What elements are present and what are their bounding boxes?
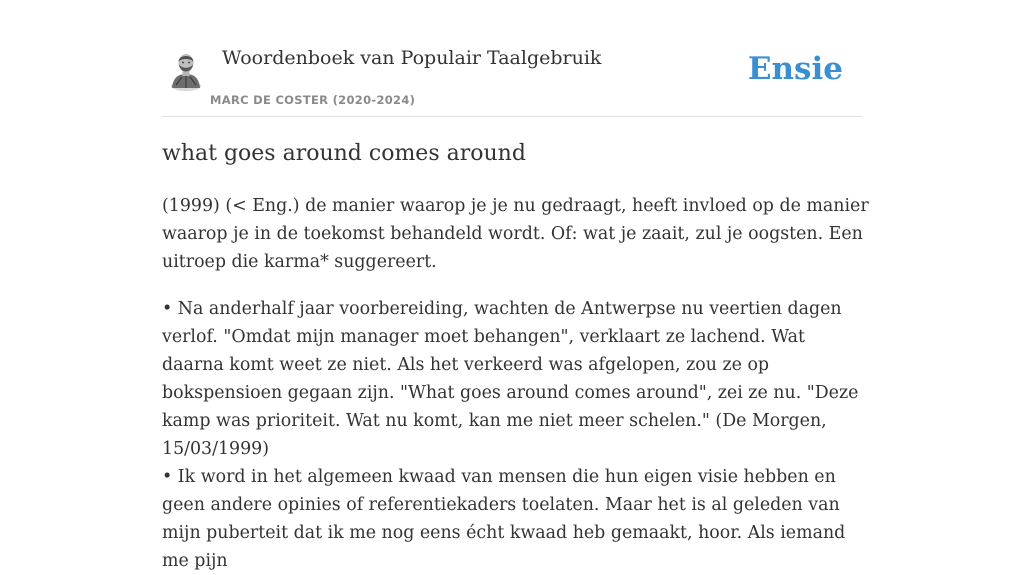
entry-content (162, 192, 870, 575)
book-title[interactable]: Woordenboek van Populair Taalgebruik (222, 47, 602, 69)
author-portrait-icon[interactable] (168, 50, 204, 90)
author-name: MARC DE COSTER (2020-2024) (210, 93, 416, 107)
ensie-logo-link[interactable]: Ensie (747, 51, 843, 87)
example-quote: • Ik word in het algemeen kwaad van mensen die hun eigen visie hebben en geen andere opinies of referentiekaders toelaten. Maar het is al geleden van mijn puberteit dat ik me nog eens écht kwaad heb gemaakt, hoor. Als iemand me pijn (162, 467, 846, 571)
header (162, 0, 862, 117)
entry-title: what goes around comes around (162, 141, 526, 166)
example-quote: • Na anderhalf jaar voorbereiding, wachten de Antwerpse nu veertien dagen verlof. "Omdat mijn manager moet behangen", verklaart ze lachend. Wat daarna komt weet ze niet. Als het verkeerd was afgelopen, zou ze op bokspensioen gegaan zijn. "What goes around comes around", zei ze nu. "Deze kamp was prioriteit. Wat nu komt, kan me niet meer schelen." (De Morgen, 15/03/1999) (162, 299, 859, 459)
entry-definition: (1999) (< Eng.) de manier waarop je je nu gedraagt, heeft invloed op de manier waarop je in de toekomst behandeld wordt. Of: wat je zaait, zul je oogsten. Een uitroep die karma* suggereert. (162, 196, 869, 272)
